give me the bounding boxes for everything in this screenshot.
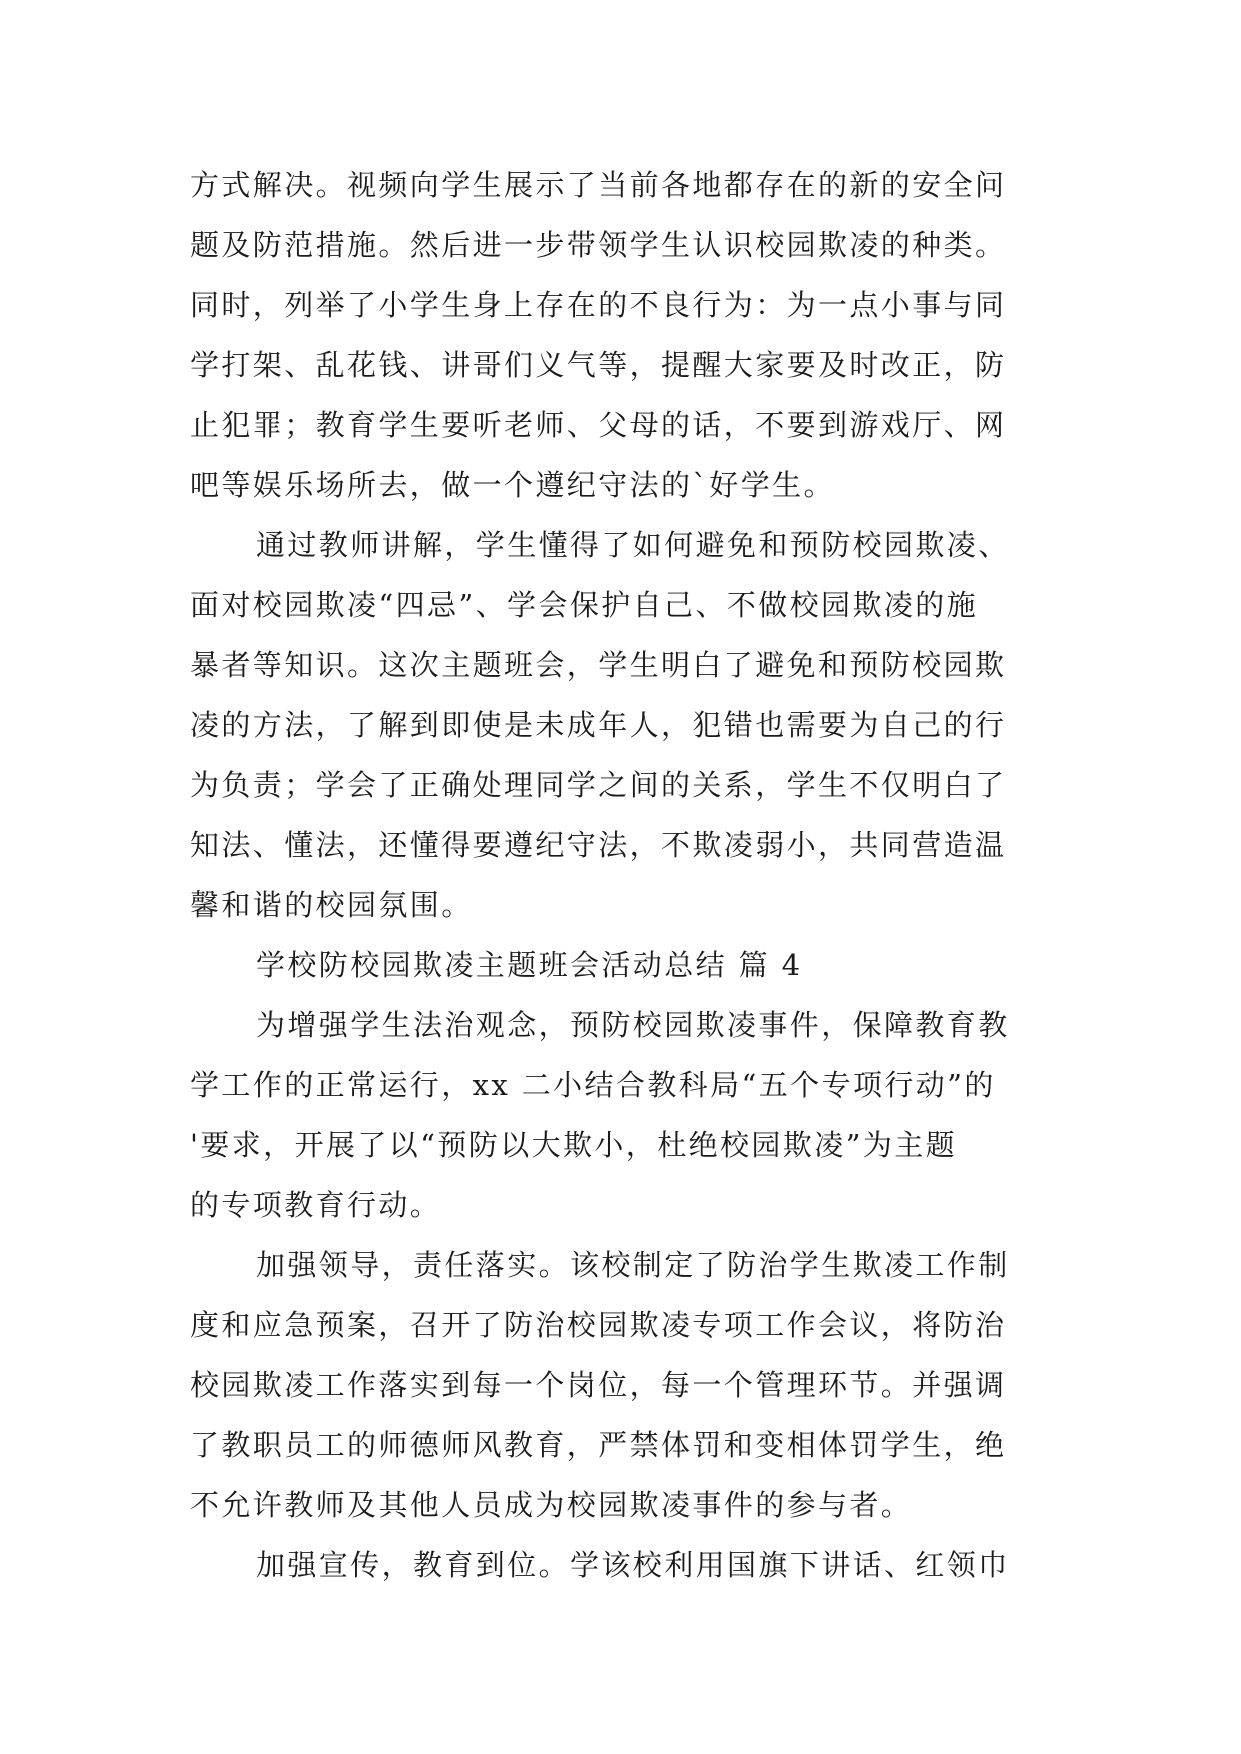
paragraph-3 (190, 995, 1070, 1235)
text-line: 题及防范措施。然后进一步带领学生认识校园欺凌的种类。 (190, 228, 1007, 262)
text-line: 同时，列举了小学生身上存在的不良行为：为一点小事与同 (190, 288, 1007, 322)
text-line: 方式解决。视频向学生展示了当前各地都存在的新的安全问 (190, 168, 1007, 202)
text-line: 的专项教育行动。 (190, 1188, 442, 1222)
text-line: 知法、懂法，还懂得要遵纪守法，不欺凌弱小，共同营造温 (190, 828, 1007, 862)
section-heading: 学校防校园欺凌主题班会活动总结 篇 4 (256, 948, 803, 982)
paragraph-2 (190, 515, 1070, 935)
text-line: 为增强学生法治观念，预防校园欺凌事件，保障教育教 (256, 1008, 1010, 1042)
text-line: 加强宣传，教育到位。学该校利用国旗下讲话、红领巾 (256, 1548, 1010, 1582)
text-line: 了教职员工的师德师风教育，严禁体罚和变相体罚学生，绝 (190, 1428, 1007, 1462)
text-line: 度和应急预案，召开了防治校园欺凌专项工作会议，将防治 (190, 1308, 1007, 1342)
text-line: 凌的方法，了解到即使是未成年人，犯错也需要为自己的行 (190, 708, 1007, 742)
text-line: 止犯罪；教育学生要听老师、父母的话，不要到游戏厅、网 (190, 408, 1007, 442)
text-line: 为负责；学会了正确处理同学之间的关系，学生不仅明白了 (190, 768, 1007, 802)
paragraph-1 (190, 155, 1070, 515)
text-line: 馨和谐的校园氛围。 (190, 888, 473, 922)
paragraph-4 (190, 1235, 1070, 1535)
text-line: 校园欺凌工作落实到每一个岗位，每一个管理环节。并强调 (190, 1368, 1007, 1402)
text-line: 学打架、乱花钱、讲哥们义气等，提醒大家要及时改正，防 (190, 348, 1007, 382)
text-line: '要求，开展了以“预防以大欺小，杜绝校园欺凌”为主题 (190, 1128, 958, 1162)
text-line: 通过教师讲解，学生懂得了如何避免和预防校园欺凌、 (256, 528, 1010, 562)
document-body (190, 155, 1070, 1595)
paragraph-5 (190, 1535, 1070, 1595)
text-line: 不允许教师及其他人员成为校园欺凌事件的参与者。 (190, 1488, 913, 1522)
text-line: 加强领导，责任落实。该校制定了防治学生欺凌工作制 (256, 1248, 1010, 1282)
text-line: 学工作的正常运行，xx 二小结合教科局“五个专项行动”的 (190, 1068, 996, 1102)
text-line: 暴者等知识。这次主题班会，学生明白了避免和预防校园欺 (190, 648, 1007, 682)
text-line: 面对校园欺凌“四忌”、学会保护自己、不做校园欺凌的施 (190, 588, 979, 622)
text-line: 吧等娱乐场所去，做一个遵纪守法的`好学生。 (190, 468, 835, 502)
